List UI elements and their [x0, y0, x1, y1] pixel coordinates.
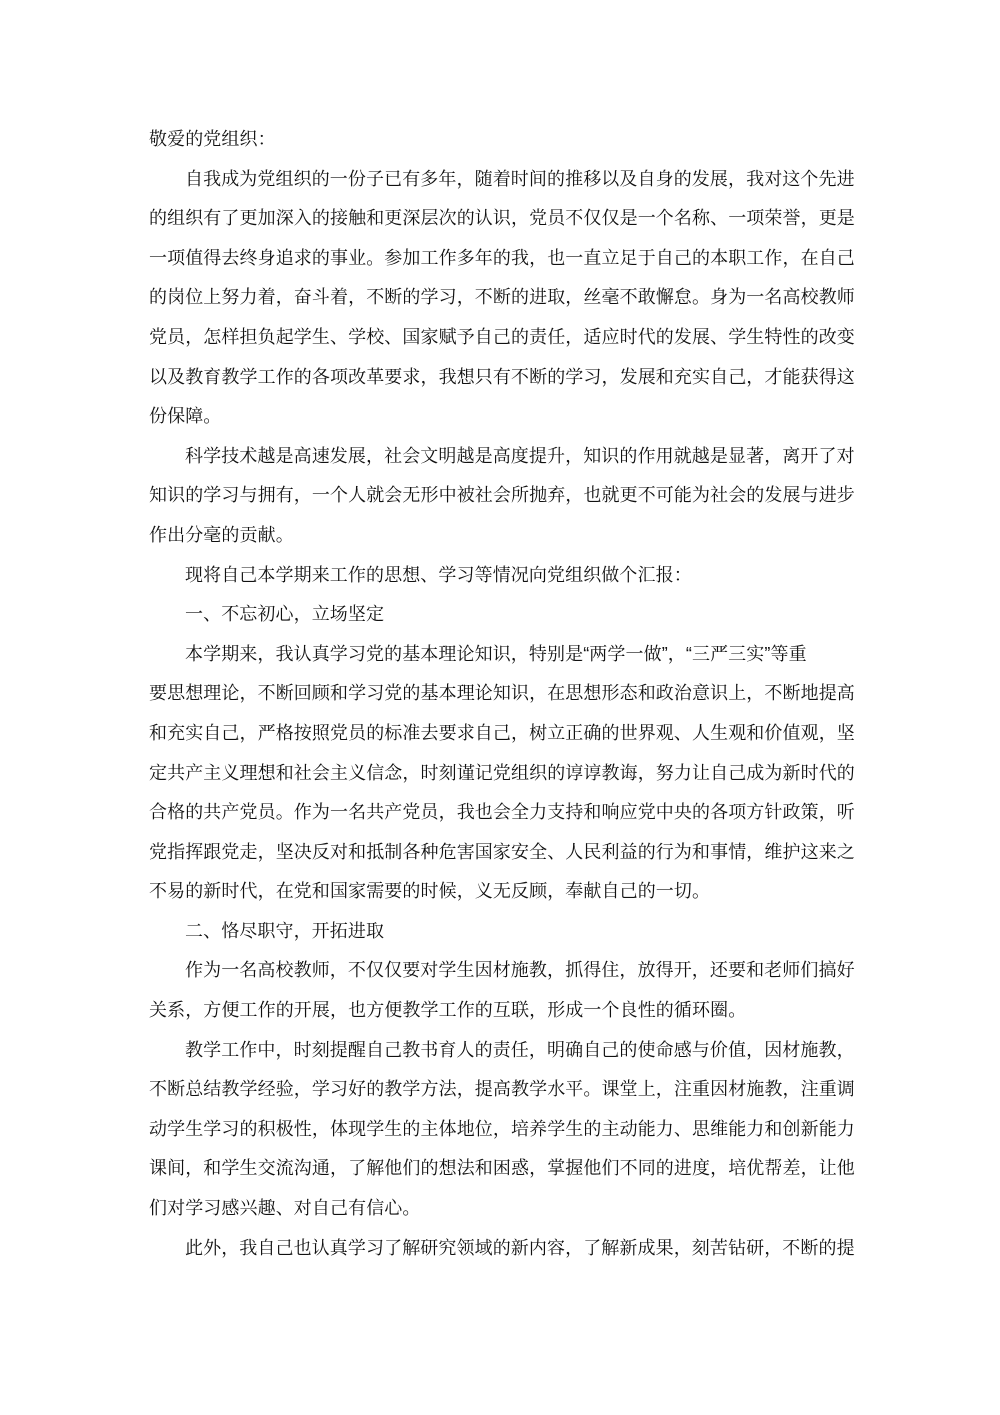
text-line: 不易的新时代，在党和国家需要的时候，义无反顾，奉献自己的一切。 [149, 881, 711, 902]
text-line: 作出分毫的贡献。 [149, 524, 294, 545]
text-line: 的岗位上努力着，奋斗着，不断的学习，不断的进取，丝毫不敢懈怠。身为一名高校教师 [149, 287, 855, 308]
text-line: 党指挥跟党走，坚决反对和抵制各种危害国家安全、人民利益的行为和事情，维护这来之 [149, 841, 855, 862]
text-line: 以及教育教学工作的各项改革要求，我想只有不断的学习，发展和充实自己，才能获得这 [149, 366, 855, 387]
text-line: 知识的学习与拥有，一个人就会无形中被社会所抛弃，也就更不可能为社会的发展与进步 [149, 485, 855, 506]
text-line: 们对学习感兴趣、对自己有信心。 [149, 1198, 421, 1219]
text-line: 和充实自己，严格按照党员的标准去要求自己，树立正确的世界观、人生观和价值观，坚 [149, 722, 855, 743]
section-heading-line: 二、恪尽职守，开拓进取 [185, 920, 385, 941]
text-line: 作为一名高校教师，不仅仅要对学生因材施教，抓得住，放得开，还要和老师们搞好 [185, 960, 855, 981]
document-body [149, 120, 865, 1268]
text-line: 本学期来，我认真学习党的基本理论知识，特别是“两学一做”，“三严三实”等重 [185, 643, 807, 664]
section-heading-line: 一、不忘初心，立场坚定 [185, 604, 385, 625]
text-line: 此外，我自己也认真学习了解研究领域的新内容，了解新成果，刻苦钻研，不断的提 [185, 1237, 855, 1258]
text-line: 不断总结教学经验，学习好的教学方法，提高教学水平。课堂上，注重因材施教，注重调 [149, 1079, 855, 1100]
text-line: 动学生学习的积极性，体现学生的主体地位，培养学生的主动能力、思维能力和创新能力 [149, 1118, 855, 1139]
text-line: 要思想理论，不断回顾和学习党的基本理论知识，在思想形态和政治意识上，不断地提高 [149, 683, 855, 704]
text-line: 关系，方便工作的开展，也方便教学工作的互联，形成一个良性的循环圈。 [149, 1000, 747, 1021]
salutation-line: 敬爱的党组织： [149, 129, 276, 149]
text-line: 现将自己本学期来工作的思想、学习等情况向党组织做个汇报： [185, 564, 692, 585]
text-line: 党员，怎样担负起学生、学校、国家赋予自己的责任，适应时代的发展、学生特性的改变 [149, 326, 855, 347]
text-line: 课间，和学生交流沟通，了解他们的想法和困惑，掌握他们不同的进度，培优帮差，让他 [149, 1158, 855, 1179]
text-line: 教学工作中，时刻提醒自己教书育人的责任，明确自己的使命感与价值，因材施教， [185, 1039, 855, 1060]
text-line: 定共产主义理想和社会主义信念，时刻谨记党组织的谆谆教诲，努力让自己成为新时代的 [149, 762, 855, 783]
text-line: 一项值得去终身追求的事业。参加工作多年的我，也一直立足于自己的本职工作，在自己 [149, 247, 855, 268]
text-line: 的组织有了更加深入的接触和更深层次的认识，党员不仅仅是一个名称、一项荣誉，更是 [149, 208, 855, 229]
text-line: 份保障。 [149, 406, 222, 427]
text-line: 自我成为党组织的一份子已有多年，随着时间的推移以及自身的发展，我对这个先进 [185, 168, 855, 189]
text-line: 科学技术越是高速发展，社会文明越是高度提升，知识的作用就越是显著，离开了对 [185, 445, 855, 466]
text-line: 合格的共产党员。作为一名共产党员，我也会全力支持和响应党中央的各项方针政策，听 [149, 802, 855, 823]
